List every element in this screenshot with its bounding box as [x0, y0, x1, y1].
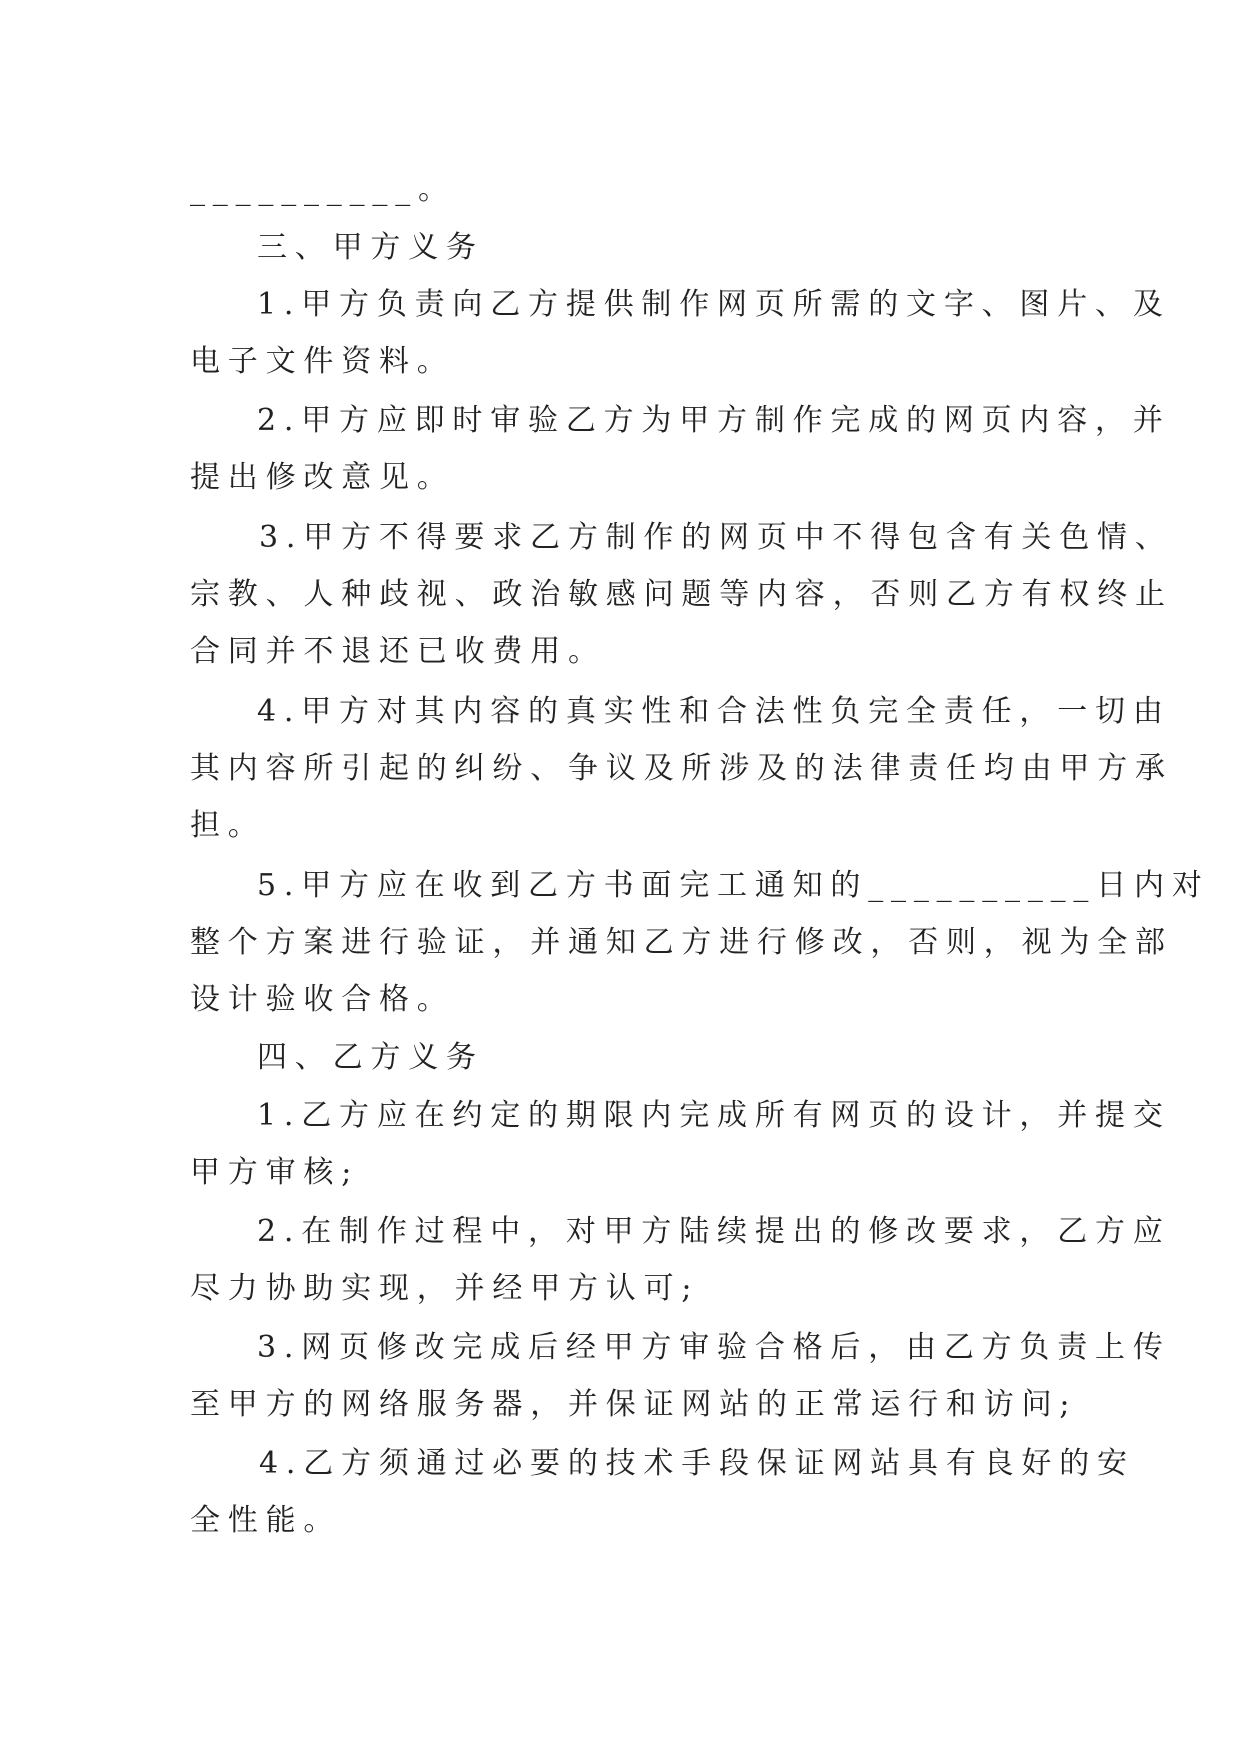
paragraph-line: 提出修改意见。 [190, 460, 455, 495]
paragraph-line: 尽力协助实现，并经甲方认可; [190, 1271, 700, 1306]
paragraph-line: 1.乙方应在约定的期限内完成所有网页的设计，并提交 [257, 1098, 1171, 1133]
paragraph-line: 2.在制作过程中，对甲方陆续提出的修改要求，乙方应 [257, 1214, 1171, 1249]
paragraph-line: 3.网页修改完成后经甲方审验合格后，由乙方负责上传 [257, 1330, 1171, 1365]
paragraph-line: 4.乙方须通过必要的技术手段保证网站具有良好的安 [259, 1446, 1135, 1481]
paragraph-line: 至甲方的网络服务器，并保证网站的正常运行和访问; [190, 1387, 1078, 1422]
paragraph-line: 整个方案进行验证，并通知乙方进行修改，否则，视为全部 [190, 925, 1173, 960]
section-heading-party-b-obligations: 四、乙方义务 [257, 1040, 484, 1075]
paragraph-line: 电子文件资料。 [190, 344, 455, 379]
paragraph-line: 合同并不退还已收费用。 [190, 634, 606, 669]
paragraph-line: 全性能。 [190, 1503, 342, 1538]
paragraph-line: 3.甲方不得要求乙方制作的网页中不得包含有关色情、 [259, 520, 1173, 555]
paragraph-line: 担。 [190, 808, 266, 843]
section-heading-party-a-obligations: 三、甲方义务 [257, 230, 484, 265]
paragraph-line: 设计验收合格。 [190, 982, 455, 1017]
paragraph-line: 4.甲方对其内容的真实性和合法性负完全责任，一切由 [257, 694, 1171, 729]
paragraph-line: 甲方审核; [190, 1155, 360, 1190]
paragraph-line: 5.甲方应在收到乙方书面完工通知的__________日内对 [257, 868, 1210, 903]
paragraph-line: 宗教、人种歧视、政治敏感问题等内容，否则乙方有权终止 [190, 577, 1173, 612]
paragraph-line: 2.甲方应即时审验乙方为甲方制作完成的网页内容，并 [257, 403, 1171, 438]
blank-line-ending: __________。 [190, 172, 456, 207]
paragraph-line: 其内容所引起的纠纷、争议及所涉及的法律责任均由甲方承 [190, 751, 1173, 786]
paragraph-line: 1.甲方负责向乙方提供制作网页所需的文字、图片、及 [257, 287, 1171, 322]
